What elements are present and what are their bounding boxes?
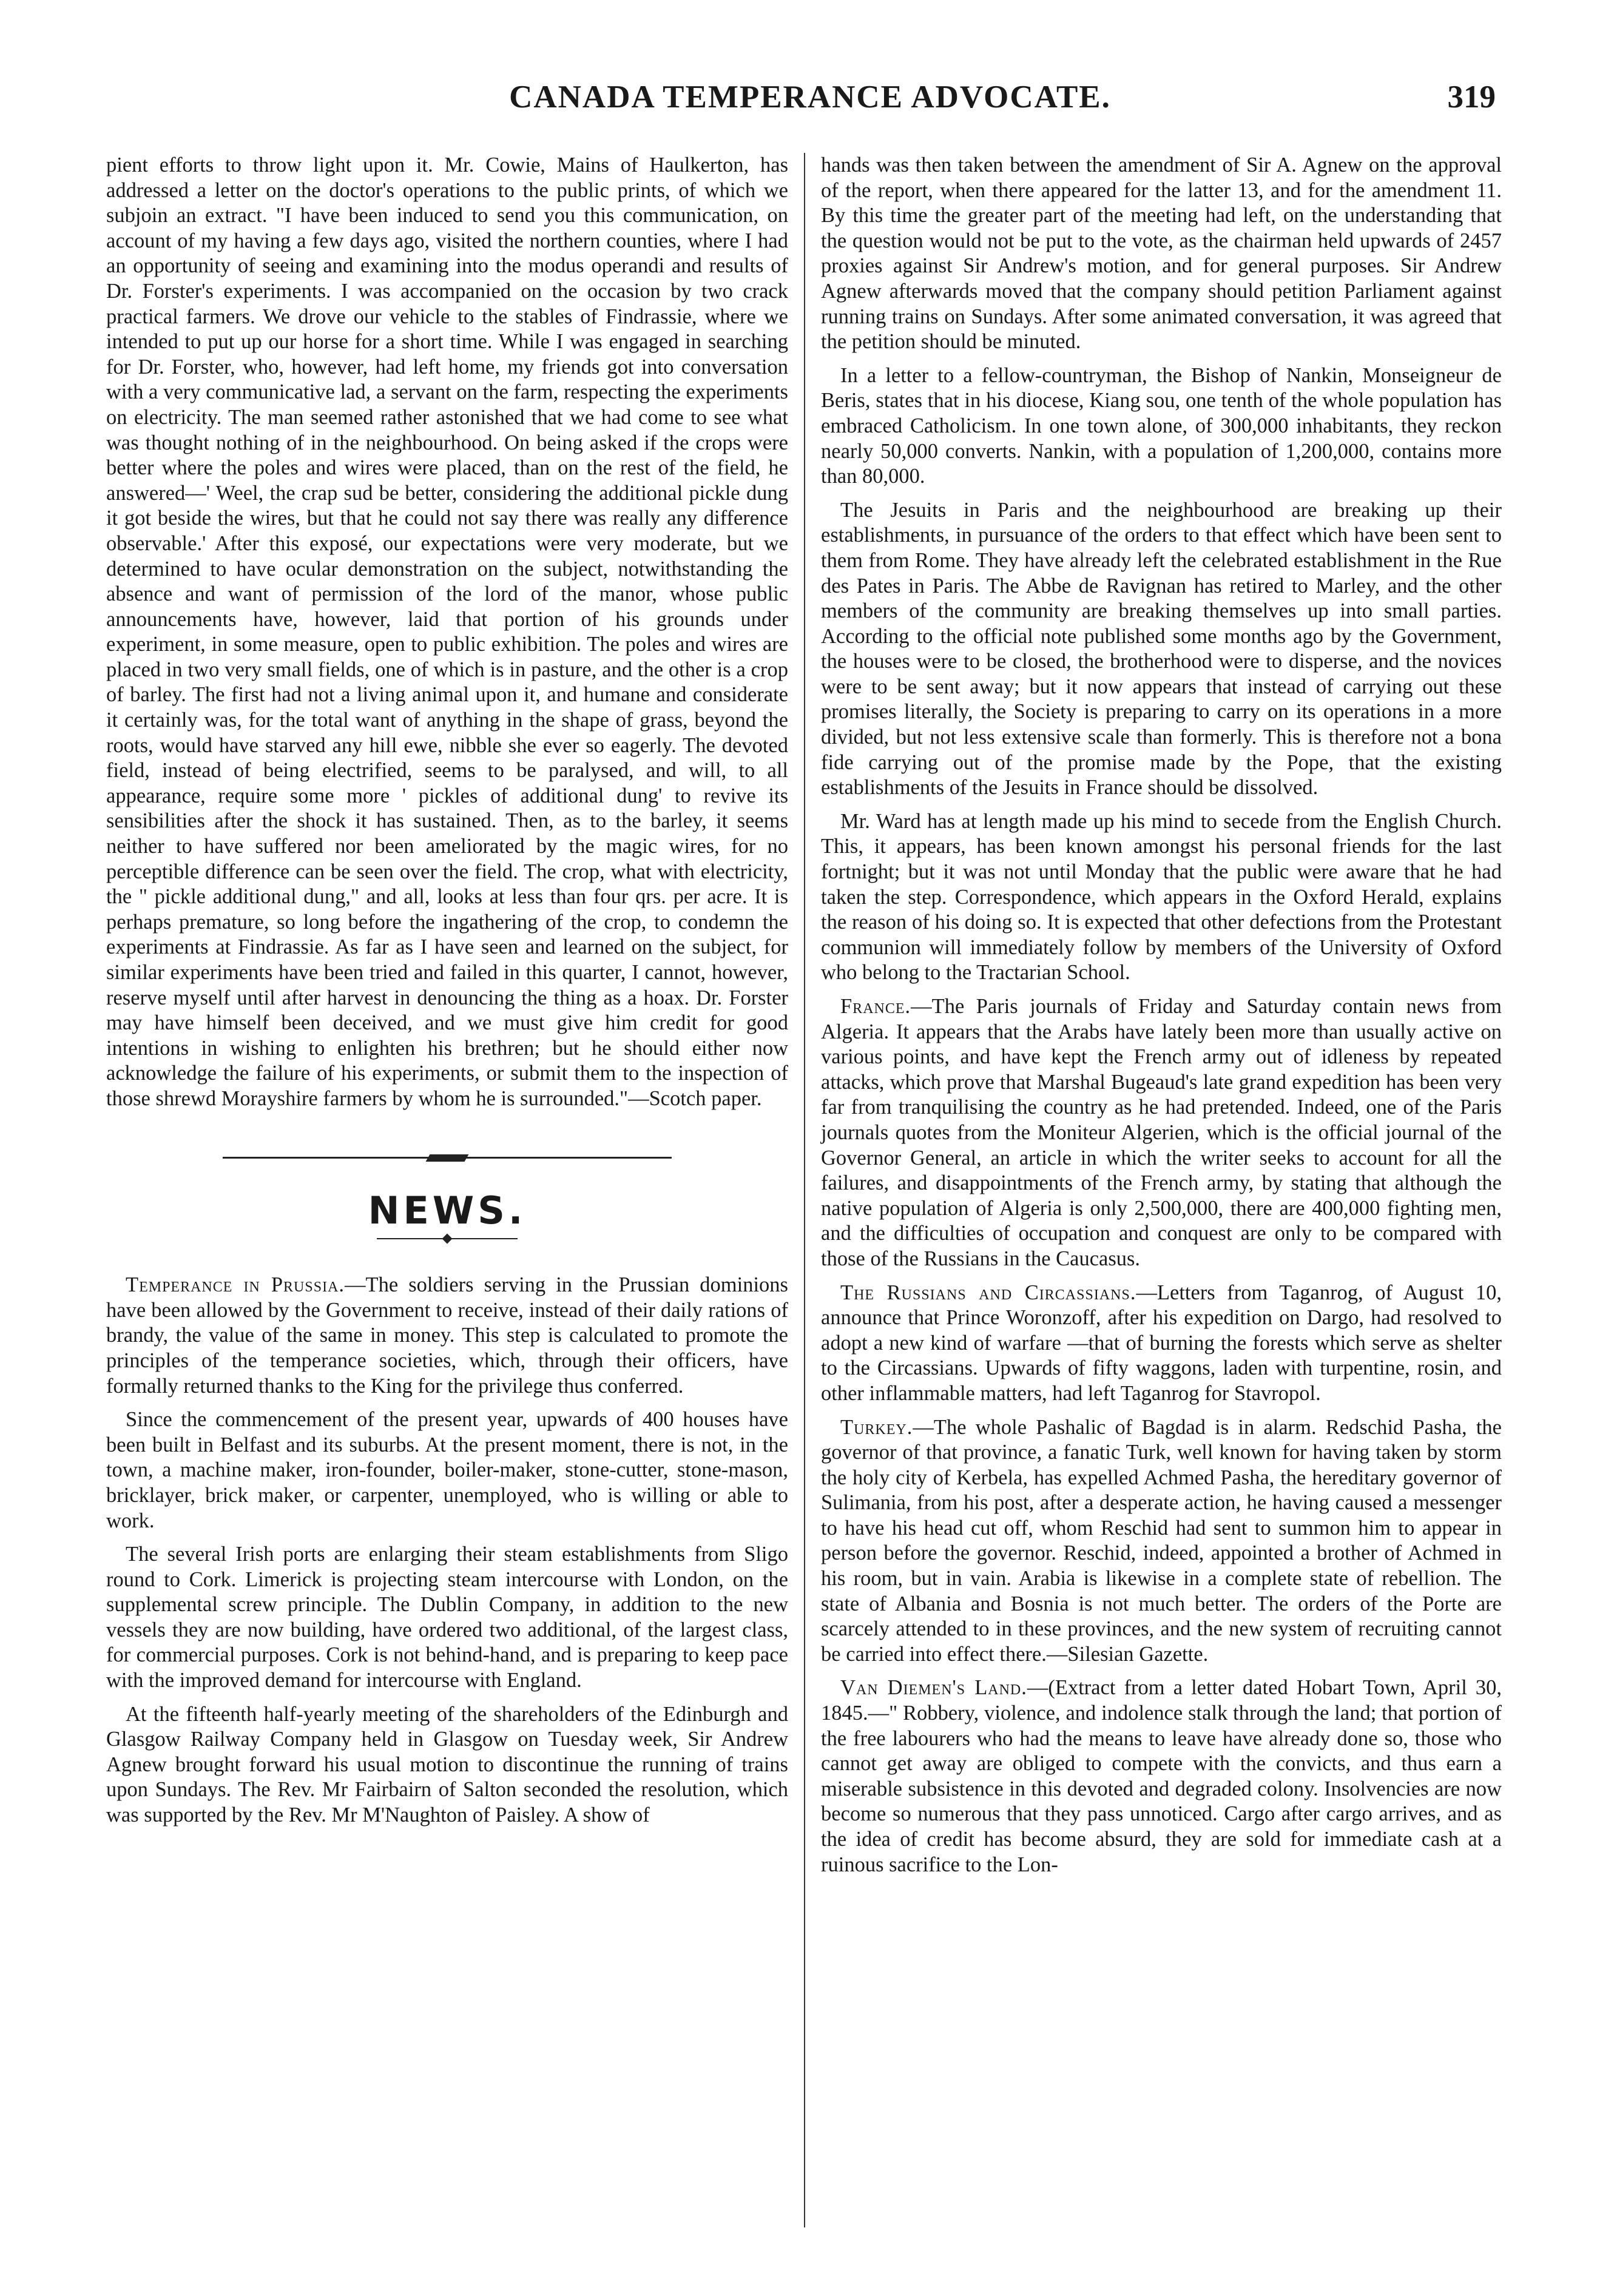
- news-item-text: —The soldiers serving in the Prussian dominions have been allowed by the Government to receive, instead of their daily rations of brandy, the value of the same in money. This step is calculated to promote the principles of the temperance societies, which, through their officers, have formally returned thanks to the King for the privilege thus conferred.: [106, 1273, 788, 1398]
- divider-line: [451, 1238, 518, 1239]
- divider-ornament-icon: [444, 1154, 469, 1162]
- news-item-text: The Jesuits in Paris and the neighbourhood are breaking up their establishments, in pursuance of the orders to that effect which have been sent to them from Rome. They have already left the celebrated establishment in the Rue des Pates in Paris. The Abbe de Ravignan has retired to Marley, and the other members of the community are breaking themselves up into small parties. According to the official note published some months ago by the Government, the houses were to be closed, the brotherhood were to disperse, and the novices were to be sent away; but it now appears that instead of carrying out these promises literally, the Society is preparing to carry on its operations in a more divided, but not less extensive scale than formerly. This is therefore not a bona fide carrying out of the promise made by the Pope, that the existing establishments of the Jesuits in France should be dissolved.: [821, 498, 1502, 800]
- news-item: [821, 498, 1502, 801]
- news-item-lead: Turkey.: [840, 1415, 913, 1439]
- news-item-lead: Temperance in Prussia.: [126, 1273, 345, 1297]
- news-item-text: Since the commencement of the present year, upwards of 400 houses have been built in Belfast and its suburbs. At the present moment, there is not, in the town, a machine maker, iron-founder, boiler-maker, stone-cutter, stone-mason, bricklayer, brick maker, or carpenter, unemployed, who is willing or able to work.: [106, 1408, 788, 1532]
- intro-article-paragraph: pient efforts to throw light upon it. Mr. Cowie, Mains of Haulkerton, has addressed a letter on the doctor's operations to the public prints, of which we subjoin an extract. "I have been induced to send you this communication, on account of my having a few days ago, visited the northern counties, where I had an opportunity of seeing and examining into the modus operandi and results of Dr. Forster's experiments. I was accompanied on the occasion by two crack practical farmers. We drove our vehicle to the stables of Findrassie, where we intended to put up our horse for a short time. While I was engaged in searching for Dr. Forster, who, however, had left home, my friends got into conversation with a very communicative lad, a servant on the farm, respecting the experiments on electricity. The man seemed rather astonished that we had come to see what was thought nothing of in the neighbourhood. On being asked if the crops were better where the poles and wires were placed, than on the rest of the field, he answered—' Weel, the crap sud be better, considering the additional pickle dung it got beside the wires, but that he could not say there was really any difference observable.' After this exposé, our expectations were very moderate, but we determined to have ocular demonstration on the subject, notwithstanding the absence and want of permission of the lord of the manor, whose public announcements have, however, laid that portion of his grounds under experiment, in some measure, open to public exhibition. The poles and wires are placed in two very small fields, one of which is in pasture, and the other is a crop of barley. The first had not a living animal upon it, and humane and considerate it certainly was, for the total want of anything in the shape of grass, beyond the roots, would have starved any hill ewe, nibble she ever so eagerly. The devoted field, instead of being electrified, seems to be paralysed, and will, to all appearance, require some more ' pickles of additional dung' to revive its sensibilities after the shock it has sustained. Then, as to the barley, it seems neither to have suffered nor been ameliorated by the magic wires, for no perceptible difference can be seen over the field. The crop, what with electricity, the " pickle additional dung," and all, looks at less than four qrs. per acre. It is perhaps premature, so long before the ingathering of the crop, to condemn the experiments at Findrassie. As far as I have seen and learned on the subject, for similar experiments have been tried and failed in this quarter, I cannot, however, reserve myself until after harvest in denouncing the thing as a hoax. Dr. Forster may have himself been deceived, and we must give him credit for good intentions in wishing to enlighten his brethren; but he should either now acknowledge the failure of his experiments, or submit them to the inspection of those shrewd Morayshire farmers by whom he is surrounded."—Scotch paper.: [106, 153, 788, 1110]
- news-item: [821, 809, 1502, 986]
- left-column: [106, 153, 804, 2227]
- news-item-text: At the fifteenth half-yearly meeting of the shareholders of the Edinburgh and Glasgow Railway Company held in Glasgow on Tuesday week, Sir Andrew Agnew brought forward his usual motion to discontinue the running of trains upon Sundays. The Rev. Mr Fairbairn of Salton seconded the resolution, which was supported by the Rev. Mr M'Naughton of Paisley. A show of: [106, 1702, 788, 1827]
- publication-title: CANADA TEMPERANCE ADVOCATE.: [509, 79, 1111, 115]
- news-item: [821, 153, 1502, 355]
- news-item-lead: Van Diemen's Land.: [840, 1676, 1027, 1700]
- news-item: [821, 1281, 1502, 1407]
- heading-underline-ornament: [106, 1235, 788, 1242]
- news-item: [821, 1675, 1502, 1877]
- news-item: [106, 1702, 788, 1828]
- news-item: [821, 1415, 1502, 1668]
- divider-line: [465, 1157, 672, 1159]
- right-column: [804, 153, 1502, 2227]
- news-item-text: —(Extract from a letter dated Hobart Town, April 30, 1845.—" Robbery, violence, and indolence stalk through the land; that portion of the free labourers who had the means to leave have already done so, those who cannot get away are obliged to compete with the convicts, and thus earn a miserable subsistence in this devoted and degraded colony. Insolvencies are now become so numerous that they pass unnoticed. Cargo after cargo arrives, and as the idea of credit has become absurd, they are sold for immediate cash at a ruinous sacrifice to the Lon-: [821, 1676, 1502, 1876]
- news-item-text: hands was then taken between the amendment of Sir A. Agnew on the approval of the report, when there appeared for the latter 13, and for the amendment 11. By this time the greater part of the meeting had left, on the understanding that the question would not be put to the vote, as the chairman held upwards of 2457 proxies against Sir Andrew's motion, and for general purposes. Sir Andrew Agnew afterwards moved that the company should petition Parliament against running trains on Sundays. After some animated conversation, it was agreed that the petition should be minuted.: [821, 153, 1502, 354]
- two-column-body: [106, 153, 1514, 2227]
- news-item: [821, 994, 1502, 1272]
- news-item-text: Mr. Ward has at length made up his mind to secede from the English Church. This, it appears, has been known amongst his personal friends for the last fortnight; but it was not until Monday that the public were aware that he had taken the step. Correspondence, which appears in the Oxford Herald, explains the reason of his doing so. It is expected that other defections from the Protestant communion will immediately follow by members of the University of Oxford who belong to the Tractarian School.: [821, 809, 1502, 985]
- running-header: [106, 79, 1514, 127]
- news-item-text: —The Paris journals of Friday and Saturday contain news from Algeria. It appears that the Arabs have lately been more than usually active on various points, and have kept the French army out of idleness by repeated attacks, which prove that Marshal Bugeaud's late grand expedition has been very far from tranquilising the country as he had pretended. Indeed, one of the Paris journals quotes from the Moniteur Algerien, which is the official journal of the Governor General, an article in which the writer seeks to account for all the failures, and disappointments of the French army, by stating that although the native population of Algeria is only 2,500,000, there are 400,000 fighting men, and the difficulties of occupation and conquest are only to be compared with those of the Russians in the Caucasus.: [821, 995, 1502, 1270]
- divider-line: [377, 1238, 444, 1239]
- news-item-text: —The whole Pashalic of Bagdad is in alarm. Redschid Pasha, the governor of that province, a fanatic Turk, well known for having taken by storm the holy city of Kerbela, has expelled Achmed Pasha, the hereditary governor of Sulimania, from his post, after a desperate action, he having caused a messenger to have his head cut off, whom Reschid had sent to summon him to appear in person before the governor. Reschid, indeed, appointed a brother of Achmed in his room, but in vain. Arabia is likewise in a complete state of rebellion. The state of Albania and Bosnia is not much better. The orders of the Porte are scarcely attended to in these provinces, and the new system of recruiting cannot be carried into effect there.—Silesian Gazette.: [821, 1415, 1502, 1666]
- news-item-lead: France.: [840, 995, 911, 1018]
- divider-line: [223, 1157, 429, 1159]
- news-item-text: —Letters from Taganrog, of August 10, announce that Prince Woronzoff, after his expedition on Dargo, had resolved to adopt a new kind of warfare —that of burning the forests which serve as shelter to the Circassians. Upwards of fifty waggons, laden with turpentine, rosin, and other inflammable matters, had left Taganrog for Stavropol.: [821, 1281, 1502, 1405]
- section-divider-ornament: [106, 1154, 788, 1162]
- diamond-ornament-icon: [442, 1234, 453, 1244]
- news-item-text: The several Irish ports are enlarging their steam establishments from Sligo round to Cork. Limerick is projecting steam intercourse with London, on the supplemental screw principle. The Dublin Company, in addition to the new vessels they are now building, have ordered two additional, of the largest class, for commercial purposes. Cork is not behind-hand, and is preparing to keep pace with the improved demand for intercourse with England.: [106, 1543, 788, 1692]
- news-item: [106, 1542, 788, 1694]
- page-number: 319: [1447, 79, 1496, 115]
- news-item: [821, 363, 1502, 490]
- news-section-heading: NEWS.: [368, 1188, 527, 1233]
- news-item: [106, 1407, 788, 1533]
- news-item-text: In a letter to a fellow-countryman, the Bishop of Nankin, Monseigneur de Beris, states that in his diocese, Kiang sou, one tenth of the whole population has embraced Catholicism. In one town alone, of 300,000 inhabitants, they reckon nearly 50,000 converts. Nankin, with a population of 1,200,000, contains more than 80,000.: [821, 363, 1502, 488]
- news-item-lead: The Russians and Circassians.: [840, 1281, 1136, 1304]
- news-item: [106, 1273, 788, 1399]
